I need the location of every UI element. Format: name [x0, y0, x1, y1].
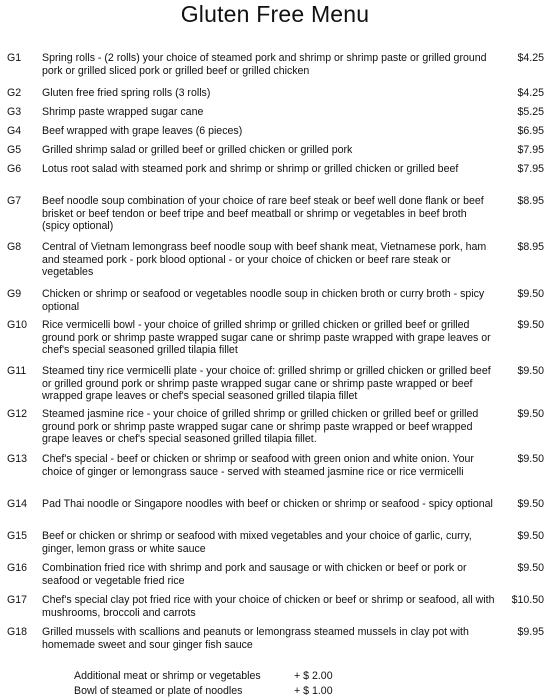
- item-price: $9.50: [517, 408, 544, 420]
- item-description: Grilled shrimp salad or grilled beef or grilled chicken or grilled pork: [42, 144, 353, 156]
- item-code: G5: [7, 144, 22, 156]
- item-price: $10.50: [511, 594, 544, 606]
- item-description: Beef noodle soup combination of your choice of rare beef steak or beef well done flank or beef brisket or beef tendon or beef tripe and beef meatball or shrimp or vegetables in beef broth (spicy optional): [42, 195, 484, 233]
- item-description: Chef's special - beef or chicken or shrimp or seafood with green onion and white onion. Your choice of ginger or lemongrass sauce - served with steamed jasmine rice or rice vermicelli: [42, 453, 474, 478]
- item-description: Beef wrapped with grape leaves (6 pieces): [42, 125, 243, 137]
- item-price: $9.50: [517, 498, 544, 510]
- item-description: Spring rolls - (2 rolls) your choice of steamed pork and shrimp or shrimp paste or grilled ground pork or grilled sliced pork or grilled beef or grilled chicken: [42, 52, 487, 77]
- item-description: Beef or chicken or shrimp or seafood with mixed vegetables and your choice of garlic, curry, ginger, lemon grass or white sauce: [42, 530, 472, 555]
- item-code: G3: [7, 106, 22, 118]
- extra-label: Bowl of steamed or plate of noodles: [74, 685, 243, 697]
- item-price: $9.50: [517, 319, 544, 331]
- item-price: $4.25: [517, 87, 544, 99]
- item-code: G10: [7, 319, 28, 331]
- item-price: $9.50: [517, 530, 544, 542]
- item-price: $8.95: [517, 195, 544, 207]
- item-code: G16: [7, 562, 28, 574]
- item-description: Central of Vietnam lemongrass beef noodle soup with beef shank meat, Vietnamese pork, ham and steamed pork - pork blood optional - or your choice of chicken or beef rare steak or vegetables: [42, 241, 487, 279]
- item-description: Shrimp paste wrapped sugar cane: [42, 106, 204, 118]
- item-description: Pad Thai noodle or Singapore noodles with beef or chicken or shrimp or seafood - spicy optional: [42, 498, 493, 510]
- item-code: G8: [7, 241, 22, 253]
- item-description: Lotus root salad with steamed pork and shrimp or shrimp or grilled chicken or grilled beef: [42, 163, 459, 175]
- item-description: Grilled mussels with scallions and peanuts or lemongrass steamed mussels in clay pot with homemade sweet and sour ginger fish sauce: [42, 626, 469, 651]
- item-code: G13: [7, 453, 28, 465]
- item-code: G7: [7, 195, 22, 207]
- item-price: $9.50: [517, 562, 544, 574]
- item-code: G17: [7, 594, 28, 606]
- item-price: $9.50: [517, 288, 544, 300]
- item-description: Gluten free fried spring rolls (3 rolls): [42, 87, 211, 99]
- item-description: Steamed jasmine rice - your choice of grilled shrimp or grilled chicken or grilled beef or grilled ground pork or shrimp paste wrapped sugar cane or shrimp paste wrapped or beef wrapped grape leaves or chef's special seasoned grilled tilapia fillet.: [42, 408, 479, 446]
- item-price: $9.95: [517, 626, 544, 638]
- item-code: G18: [7, 626, 28, 638]
- item-code: G6: [7, 163, 22, 175]
- item-price: $5.25: [517, 106, 544, 118]
- item-description: Chicken or shrimp or seafood or vegetables noodle soup in chicken broth or curry broth - spicy optional: [42, 288, 485, 313]
- item-description: Chef's special clay pot fried rice with your choice of chicken or beef or shrimp or seafood, all with mushrooms, broccoli and carrots: [42, 594, 495, 619]
- item-description: Combination fried rice with shrimp and pork and sausage or with chicken or beef or pork or seafood or vegetable fried rice: [42, 562, 467, 587]
- item-code: G15: [7, 530, 28, 542]
- item-price: $9.50: [517, 453, 544, 465]
- item-code: G14: [7, 498, 28, 510]
- item-price: $7.95: [517, 163, 544, 175]
- item-code: G2: [7, 87, 22, 99]
- item-price: $7.95: [517, 144, 544, 156]
- item-code: G9: [7, 288, 22, 300]
- extra-amount: + $ 1.00: [294, 685, 333, 697]
- extra-amount: + $ 2.00: [294, 670, 333, 682]
- extra-label: Additional meat or shrimp or vegetables: [74, 670, 261, 682]
- item-description: Steamed tiny rice vermicelli plate - your choice of: grilled shrimp or grilled chicken or grilled beef or grilled ground pork or shrimp paste wrapped sugar cane or shrimp paste wrapped or beef wrapped grape leaves or chef's special seasoned grilled tilapia fillet: [42, 365, 491, 403]
- item-price: $8.95: [517, 241, 544, 253]
- menu-title: Gluten Free Menu: [180, 1, 370, 27]
- item-price: $6.95: [517, 125, 544, 137]
- item-code: G12: [7, 408, 28, 420]
- item-code: G4: [7, 125, 22, 137]
- item-code: G1: [7, 52, 22, 64]
- item-description: Rice vermicelli bowl - your choice of grilled shrimp or grilled chicken or grilled beef or grilled ground pork or shrimp paste wrapped sugar cane or shrimp paste wrapped with grape leaves or chef's special seasoned grilled tilapia fillet: [42, 319, 491, 357]
- item-price: $4.25: [517, 52, 544, 64]
- item-price: $9.50: [517, 365, 544, 377]
- item-code: G11: [7, 365, 27, 377]
